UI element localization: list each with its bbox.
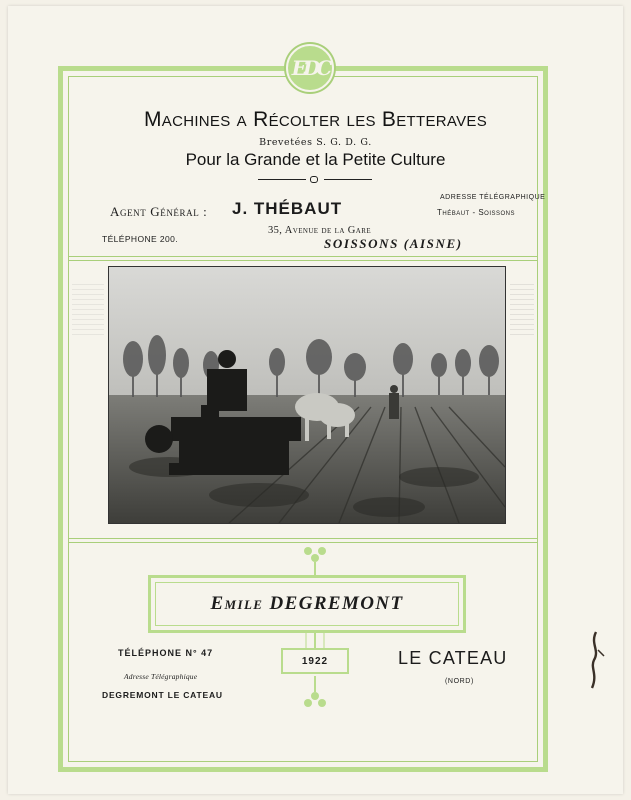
seller-region: (NORD) [445,678,474,685]
seller-telephone: TÉLÉPHONE N° 47 [118,648,214,658]
divider-top-2 [69,260,537,261]
seller-telegraph-label: Adresse Télégraphique [124,672,198,681]
seller-name: Emile DEGREMONT [210,593,404,614]
catalog-year: 1922 [301,655,329,667]
agent-label: Agent Général : [110,204,208,219]
divider-bottom-2 [69,542,537,543]
connector-ornament [300,632,330,648]
vine-ornament-bottom [292,676,338,710]
show-through-text [510,284,534,336]
agent-telegraph-label: ADRESSE TÉLÉGRAPHIQUE [440,194,546,201]
harvest-photograph [108,266,506,524]
seller-city: LE CATEAU [398,648,508,668]
paper-damage-mark [584,630,608,690]
patent-note: Brevetées S. G. D. G. [259,137,372,148]
title-ornament [258,176,372,184]
agent-address: 35, Avenue de la Gare [268,225,371,236]
monogram-logo: EDC [286,44,334,92]
divider-top [69,256,537,257]
seller-nameplate [148,575,466,633]
agent-telegraph-value: Thébaut - Soissons [437,208,516,217]
divider-bottom [69,538,537,539]
year-box [281,648,349,674]
page-title: Machines a Récolter les Betteraves [143,108,488,131]
agent-telephone: TÉLÉPHONE 200. [102,234,178,244]
agent-city: SOISSONS (AISNE) [324,236,463,251]
seller-telegraph-value: DEGREMONT LE CATEAU [102,690,223,700]
vine-ornament-top [292,544,338,578]
agent-name: J. THÉBAUT [232,199,343,218]
page-subtitle: Pour la Grande et la Petite Culture [185,150,446,169]
show-through-text [72,284,104,336]
